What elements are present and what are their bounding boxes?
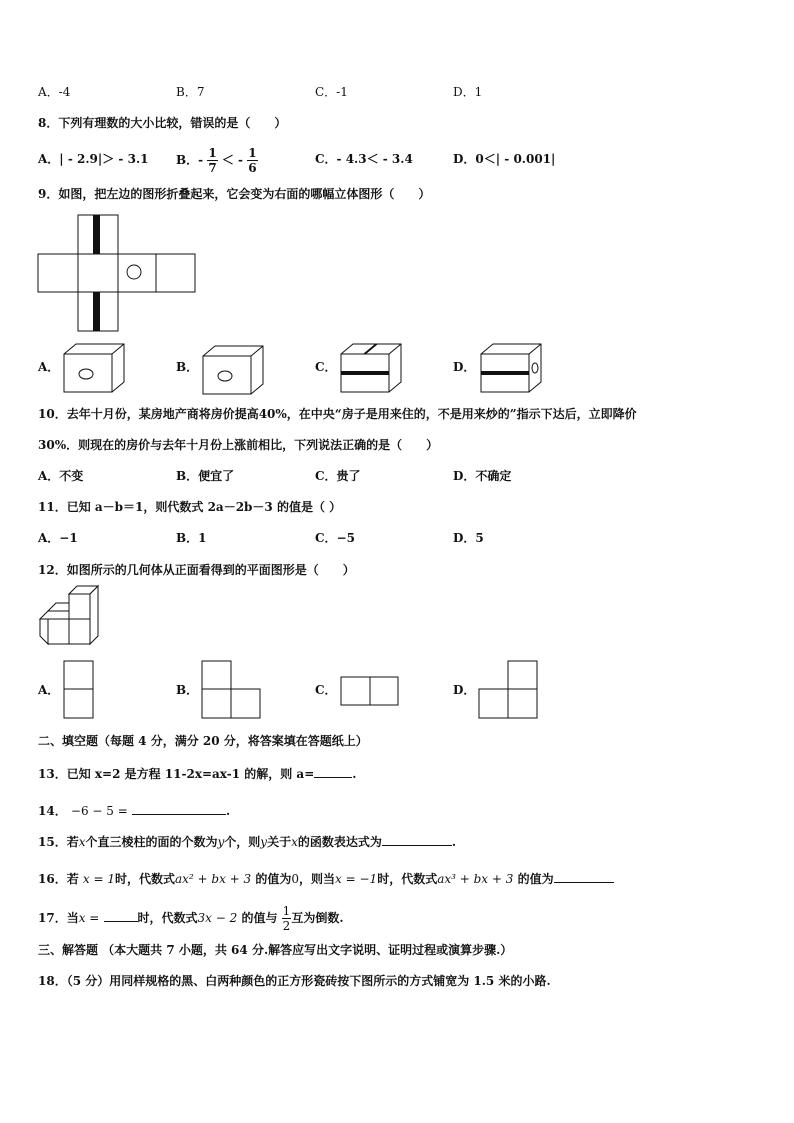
q7-option-b: B．7 xyxy=(176,85,205,99)
q10-line2: 30%．则现在的房价与去年十月份上涨前相比，下列说法正确的是（ ） xyxy=(38,438,439,452)
q12-option-d-label: D． xyxy=(453,683,476,697)
q12-stem: 12．如图所示的几何体从正面看得到的平面图形是（ ） xyxy=(38,563,355,577)
q11-option-b: B．1 xyxy=(176,531,207,545)
q8-option-a: A．| - 2.9|＞ - 3.1 xyxy=(38,152,149,166)
q12-option-a-label: A． xyxy=(38,683,60,697)
q10-option-d: D．不确定 xyxy=(453,469,512,483)
fraction-1-2: $\frac{1}{2}$ xyxy=(282,904,291,933)
q12-option-c-label: C． xyxy=(315,683,337,697)
q10-option-b: B．便宜了 xyxy=(176,469,235,483)
fraction-1-7: $\frac{1}{7}$ xyxy=(208,146,217,175)
q12-option-b-label: B． xyxy=(176,683,199,697)
section-2-heading: 二、填空题（每题 4 分，满分 20 分，将答案填在答题纸上） xyxy=(38,734,368,748)
q9-stem: 9．如图，把左边的图形折叠起来，它会变为右面的哪幅立体图形（ ） xyxy=(38,187,431,201)
q13: 13．已知 x=2 是方程 11-2x=ax-1 的解，则 a= . xyxy=(38,767,357,781)
q8-option-d: D．0＜| - 0.001| xyxy=(453,152,556,166)
section-3-heading: 三、解答题 （本大题共 7 小题，共 64 分.解答应写出文字说明、证明过程或演算步骤.） xyxy=(38,943,513,957)
q9-option-d-label: D． xyxy=(453,360,476,374)
q11-option-d: D．5 xyxy=(453,531,484,545)
q11-stem: 11．已知 a－b＝1，则代数式 2a－2b－3 的值是（ ） xyxy=(38,500,342,514)
q12-option-d-view xyxy=(479,661,539,719)
q15: 15．若x个直三棱柱的面的个数为y个，则y关于x的函数表达式为 . xyxy=(38,835,457,849)
q10-option-c: C．贵了 xyxy=(315,469,361,483)
q7-option-c: C．-1 xyxy=(315,85,348,99)
q17: 17．当x = 时，代数式3x − 2 的值与 $\frac{1}{2}$ 互为倒数. xyxy=(38,904,344,933)
q9-option-b-cube xyxy=(203,346,265,396)
q8-option-b: B．- $\frac{1}{7}$ ＜ - $\frac{1}{6}$ xyxy=(176,146,257,175)
q11-option-a: A．−1 xyxy=(38,531,78,545)
q9-option-b-label: B． xyxy=(176,360,199,374)
q12-option-a-view xyxy=(64,661,94,719)
q8-option-c: C．- 4.3＜ - 3.4 xyxy=(315,152,413,166)
q7-option-d: D．1 xyxy=(453,85,483,99)
q9-option-a-cube xyxy=(64,344,126,394)
q8-stem: 8．下列有理数的大小比较，错误的是（ ） xyxy=(38,116,287,130)
q11-option-c: C．−5 xyxy=(315,531,355,545)
fraction-1-6: $\frac{1}{6}$ xyxy=(248,146,257,175)
q9-option-c-label: C． xyxy=(315,360,337,374)
q10-option-a: A．不变 xyxy=(38,469,84,483)
q9-option-a-label: A． xyxy=(38,360,60,374)
q7-option-a: A．-4 xyxy=(38,85,71,99)
q10-line1: 10．去年十月份，某房地产商将房价提高40%，在中央“房子是用来住的，不是用来炒的”指示下达后，立即降价 xyxy=(38,407,637,421)
q14: 14． −6 − 5 = . xyxy=(38,804,231,818)
q18-stem: 18．（5 分）用同样规格的黑、白两种颜色的正方形瓷砖按下图所示的方式铺宽为 1.5 米的小路. xyxy=(38,974,551,988)
cube-net-figure xyxy=(38,215,198,333)
q9-option-d-cube xyxy=(481,344,543,394)
q9-option-c-cube xyxy=(341,344,403,394)
q12-option-b-view xyxy=(202,661,262,719)
q12-solid-figure xyxy=(40,586,100,648)
q12-option-c-view xyxy=(341,677,401,707)
q16: 16．若 x = 1时，代数式ax² + bx + 3 的值为0，则当x = −1时，代数式ax³ + bx + 3 的值为 xyxy=(38,870,614,887)
